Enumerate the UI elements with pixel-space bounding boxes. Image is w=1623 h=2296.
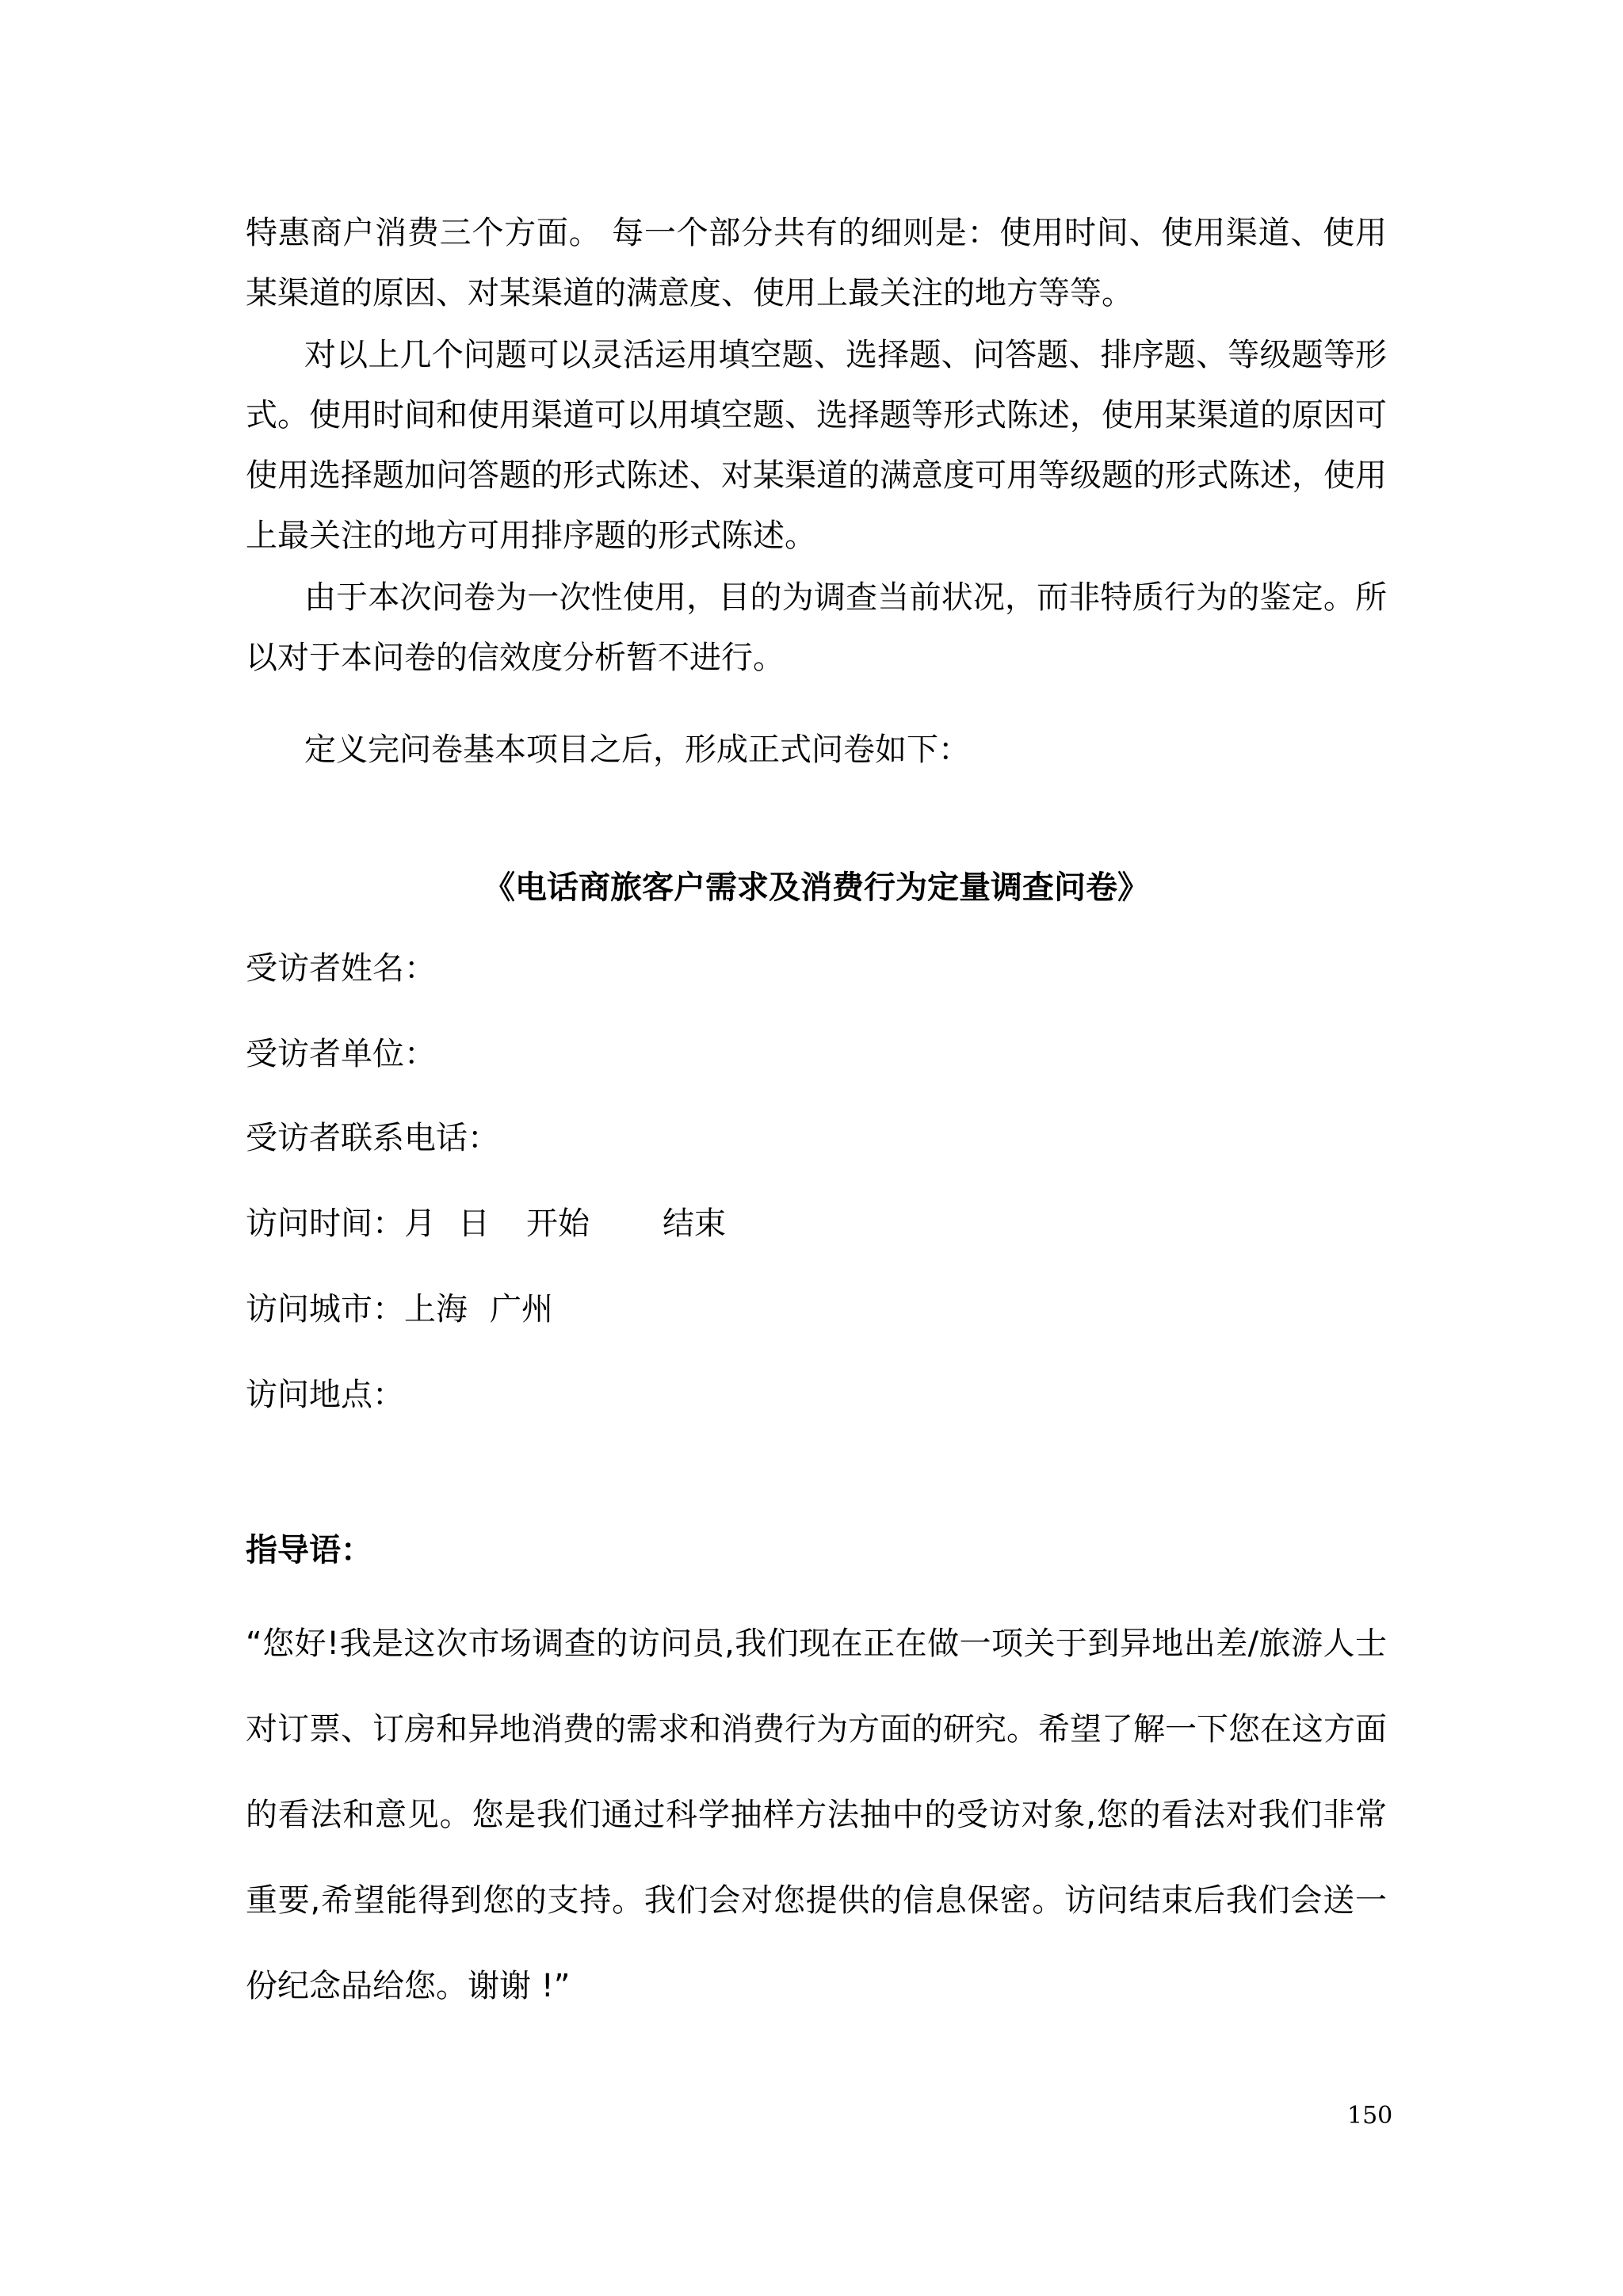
questionnaire-title: 《电话商旅客户需求及消费行为定量调查问卷》 bbox=[483, 869, 1149, 906]
visit-time-end: 结束 bbox=[663, 1205, 726, 1242]
guide-text: “您好!我是这次市场调查的访问员,我们现在正在做一项关于到异地出差/旅游人士对订票、订房和异地消费的需求和消费行为方面的研究。希望了解一下您在这方面的看法和意见。您是我们通过科学抽样方法抽中的受访对象,您的看法对我们非常重要,希望能得到您的支持。我们会对您提供的信息保密。访问结束后我们会送一份纪念品给您。谢谢 !” bbox=[246, 1626, 1387, 2004]
guide-label: 指导语： bbox=[246, 1532, 372, 1568]
field-visit-city bbox=[246, 1286, 553, 1333]
intro-paragraph-2: 对以上几个问题可以灵活运用填空题、选择题、问答题、排序题、等级题等形式。使用时间和使用渠道可以用填空题、选择题等形式陈述，使用某渠道的原因可使用选择题加问答题的形式陈述、对某渠道的满意度可用等级题的形式陈述，使用上最关注的地方可用排序题的形式陈述。 bbox=[246, 337, 1387, 554]
intro-paragraph-3: 由于本次问卷为一次性使用，目的为调查当前状况，而非特质行为的鉴定。所以对于本问卷的信效度分析暂不进行。 bbox=[246, 579, 1387, 676]
visit-city-guangzhou: 广州 bbox=[490, 1291, 553, 1328]
visit-time-day: 日 bbox=[458, 1205, 490, 1242]
intro-paragraph-4: 定义完问卷基本项目之后，形成正式问卷如下： bbox=[304, 732, 970, 768]
field-visit-place: 访问地点： bbox=[246, 1377, 404, 1413]
field-respondent-phone: 受访者联系电话： bbox=[246, 1120, 499, 1156]
field-respondent-company: 受访者单位： bbox=[246, 1036, 436, 1072]
intro-paragraph-1: 特惠商户消费三个方面。 每一个部分共有的细则是：使用时间、使用渠道、使用某渠道的原因、对某渠道的满意度、使用上最关注的地方等等。 bbox=[246, 215, 1387, 311]
visit-city-shanghai: 上海 bbox=[404, 1291, 468, 1328]
visit-time-label: 访问时间： bbox=[246, 1205, 404, 1242]
visit-time-start: 开始 bbox=[526, 1205, 590, 1242]
field-respondent-name: 受访者姓名： bbox=[246, 950, 436, 987]
visit-time-month: 月 bbox=[404, 1205, 436, 1242]
page-number: 150 bbox=[1347, 2102, 1393, 2130]
field-visit-time bbox=[246, 1200, 726, 1247]
visit-city-label: 访问城市： bbox=[246, 1291, 404, 1328]
